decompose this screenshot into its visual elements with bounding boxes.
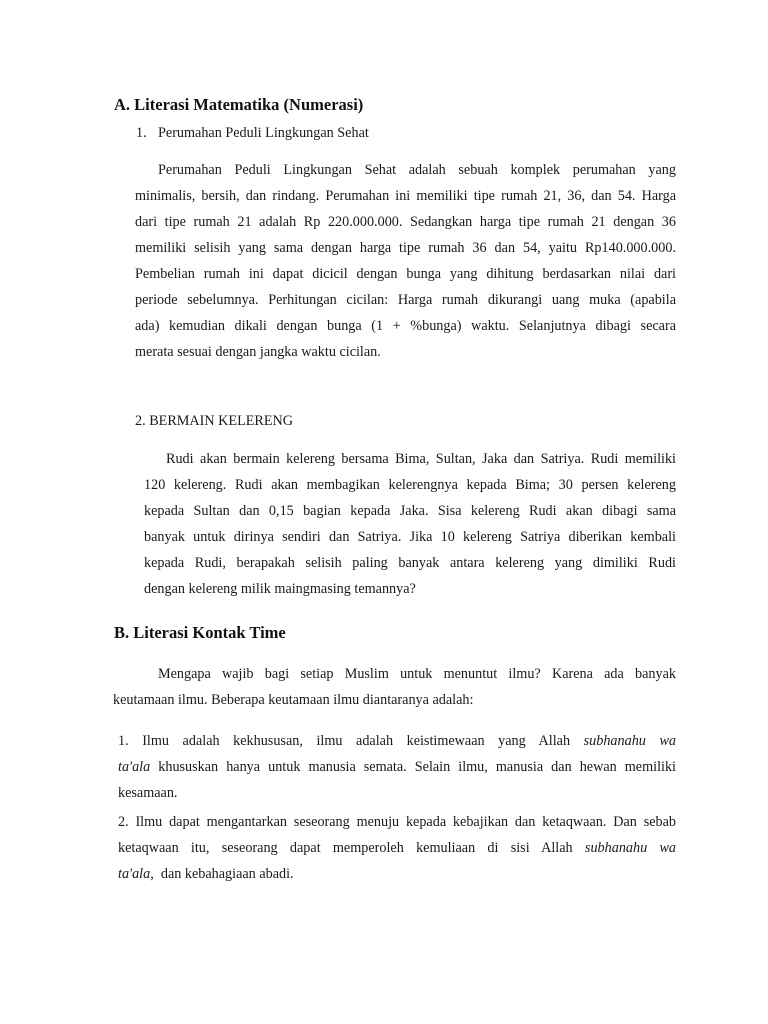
- paragraph-line: Pembelian rumah ini dapat dicicil dengan bunga yang dihitung berdasarkan nilai dari: [135, 266, 676, 282]
- item-1-number: 1.: [136, 125, 147, 141]
- paragraph-line: kepada Sultan dan 0,15 bagian kepada Jaka. Sisa kelereng Rudi akan dibagi sama: [144, 503, 676, 519]
- point-1-italic: ta'ala: [118, 759, 151, 775]
- paragraph-intro: [113, 661, 676, 713]
- paragraph-line: memiliki selisih yang sama dengan harga tipe rumah 36 dan 54, yaitu Rp140.000.000.: [135, 240, 676, 256]
- point-1-text: 1. Ilmu adalah kekhususan, ilmu adalah keistimewaan yang Allah: [118, 733, 571, 749]
- paragraph-line: kepada Rudi, berapakah selisih paling banyak antara kelereng yang dimiliki Rudi: [144, 555, 676, 571]
- paragraph-line: periode sebelumnya. Perhitungan cicilan: Harga rumah dikurangi uang muka (apabila: [135, 292, 676, 308]
- item-1-title: Perumahan Peduli Lingkungan Sehat: [158, 125, 369, 141]
- paragraph-line: [118, 754, 676, 780]
- paragraph-perumahan: [135, 157, 676, 365]
- paragraph-line: [118, 835, 676, 861]
- paragraph-line: 2. Ilmu dapat mengantarkan seseorang menuju kepada kebajikan dan ketaqwaan. Dan sebab: [118, 814, 676, 830]
- point-2: [118, 809, 676, 887]
- point-1: [118, 728, 676, 806]
- paragraph-line: merata sesuai dengan jangka waktu cicilan.: [135, 344, 381, 360]
- paragraph-line: [118, 861, 676, 887]
- point-2-text: ketaqwaan itu, seseorang dapat memperoleh kemuliaan di sisi Allah: [118, 840, 573, 856]
- paragraph-line: ada) kemudian dikali dengan bunga (1 + %bunga) waktu. Selanjutnya dibagi secara: [135, 318, 676, 334]
- paragraph-line: 120 kelereng. Rudi akan membagikan kelerengnya kepada Bima; 30 persen kelereng: [144, 477, 676, 493]
- paragraph-line: Perumahan Peduli Lingkungan Sehat adalah sebuah komplek perumahan yang: [158, 162, 676, 178]
- paragraph-line: minimalis, bersih, dan rindang. Perumahan ini memiliki tipe rumah 21, 36, dan 54. Harga: [135, 188, 676, 204]
- item-2-title: 2. BERMAIN KELERENG: [135, 413, 294, 429]
- paragraph-line: Mengapa wajib bagi setiap Muslim untuk menuntut ilmu? Karena ada banyak: [158, 666, 676, 682]
- paragraph-kelereng: [144, 446, 676, 602]
- paragraph-line: keutamaan ilmu. Beberapa keutamaan ilmu diantaranya adalah:: [113, 692, 474, 708]
- paragraph-line: dari tipe rumah 21 adalah Rp 220.000.000. Sedangkan harga tipe rumah 21 dengan 36: [135, 214, 676, 230]
- paragraph-line: dengan kelereng milik maingmasing temannya?: [144, 581, 416, 597]
- paragraph-line: Rudi akan bermain kelereng bersama Bima, Sultan, Jaka dan Satriya. Rudi memiliki: [166, 451, 676, 467]
- point-2-italic: ta'ala,: [118, 866, 154, 882]
- paragraph-line: [118, 728, 676, 754]
- point-1-text: khususkan hanya untuk manusia semata. Selain ilmu, manusia dan hewan memiliki: [158, 759, 677, 775]
- section-a-heading: A. Literasi Matematika (Numerasi): [114, 95, 364, 114]
- paragraph-line: kesamaan.: [118, 785, 178, 801]
- point-2-italic: subhanahu wa: [584, 840, 677, 856]
- section-b-heading: B. Literasi Kontak Time: [114, 623, 286, 642]
- paragraph-line: banyak untuk dirinya sendiri dan Satriya. Jika 10 kelereng Satriya diberikan kembali: [144, 529, 676, 545]
- point-1-italic: subhanahu wa: [583, 733, 676, 749]
- point-2-text: dan kebahagiaan abadi.: [160, 866, 294, 882]
